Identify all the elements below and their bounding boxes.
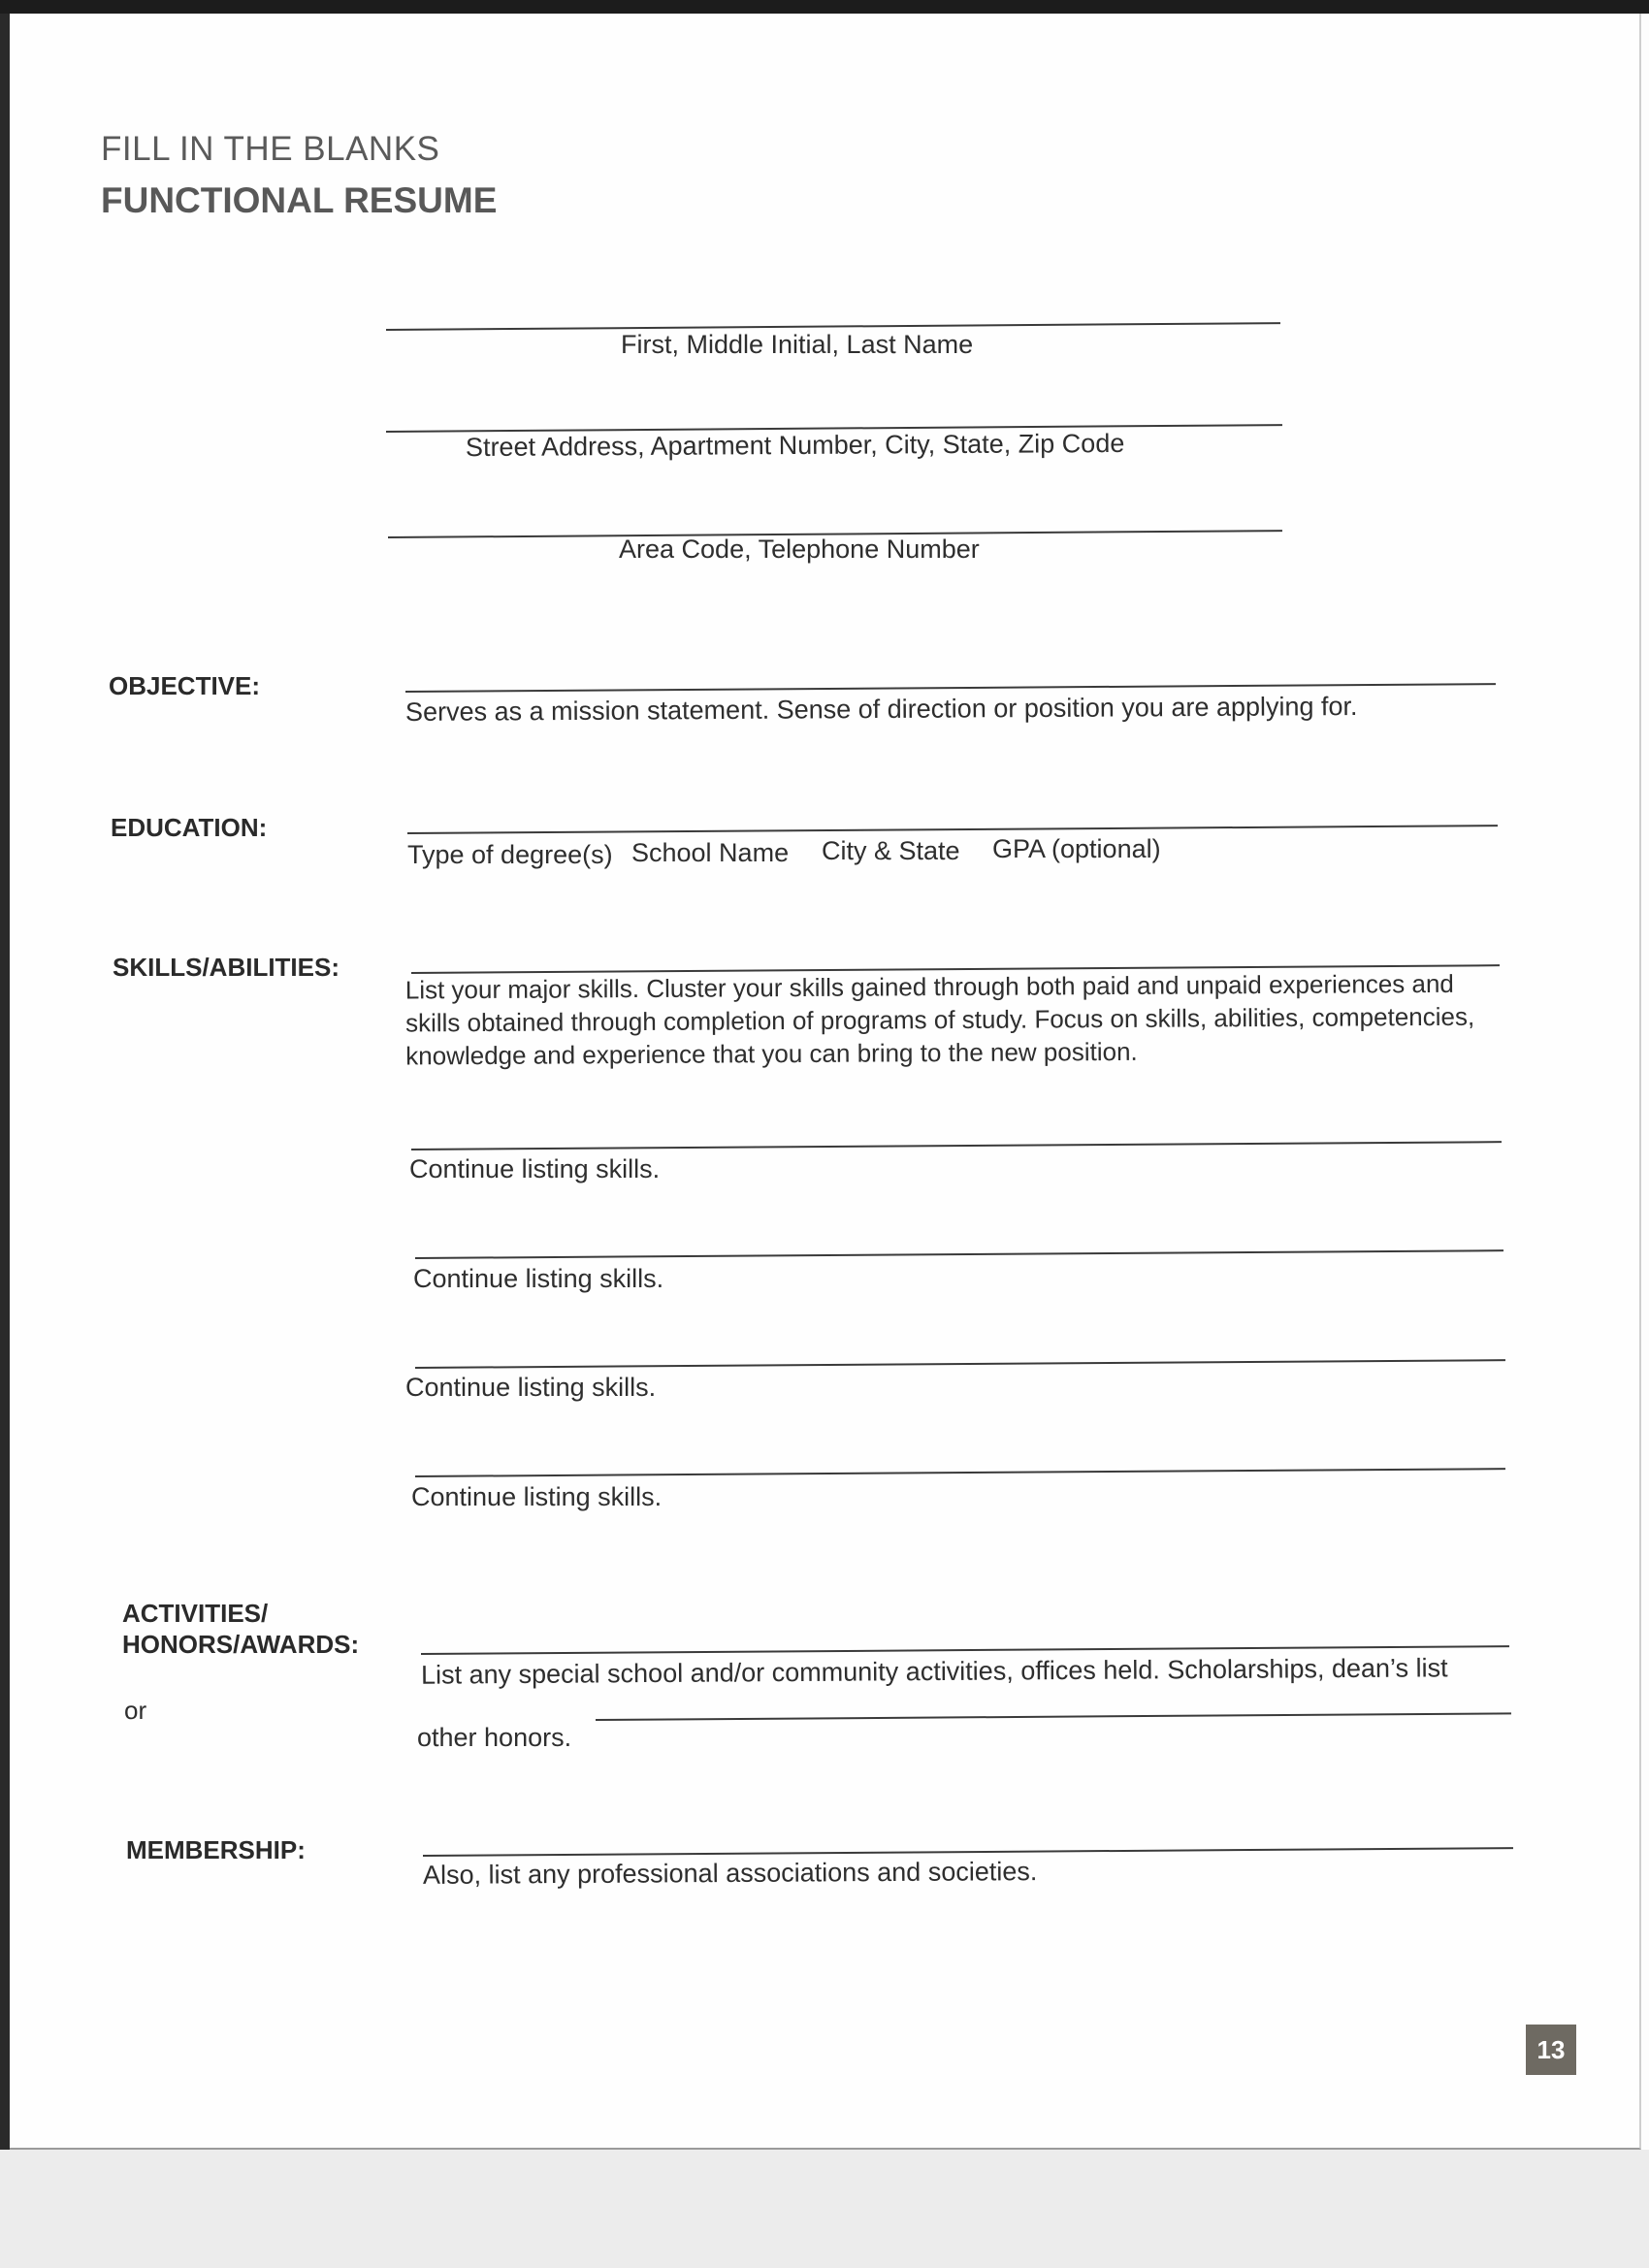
- objective-label: OBJECTIVE:: [109, 671, 261, 700]
- education-hint-school: School Name: [631, 838, 790, 867]
- education-hint-gpa: GPA (optional): [992, 834, 1161, 863]
- skills-label: SKILLS/ABILITIES:: [113, 953, 340, 982]
- membership-label: MEMBERSHIP:: [126, 1835, 306, 1864]
- address-caption: Street Address, Apartment Number, City, State, Zip Code: [465, 428, 1125, 463]
- phone-caption: Area Code, Telephone Number: [619, 535, 980, 564]
- skills-continue-hint-3: Continue listing skills.: [405, 1373, 657, 1402]
- education-hint-city: City & State: [822, 836, 960, 865]
- skills-continue-hint-2: Continue listing skills.: [413, 1264, 664, 1293]
- activities-label-line2: HONORS/AWARDS:: [122, 1630, 360, 1659]
- education-label: EDUCATION:: [111, 813, 268, 842]
- page-subtitle: FILL IN THE BLANKS: [101, 130, 440, 168]
- skills-continue-hint-1: Continue listing skills.: [409, 1154, 661, 1183]
- scan-edge-left: [0, 0, 10, 2268]
- membership-hint: Also, list any professional associations and societies.: [422, 1857, 1038, 1890]
- skills-continue-hint-4: Continue listing skills.: [411, 1482, 663, 1511]
- or-label: or: [124, 1696, 147, 1725]
- activities-hint-2: other honors.: [417, 1723, 572, 1752]
- skills-hint: List your major skills. Cluster your skills gained through both paid and unpaid experiences and skills obtained through completion of programs of study. Focus on skills, abilities, competencies, knowledge and experience that you can bring to the new position.: [404, 968, 1475, 1071]
- scan-edge-top: [0, 0, 1649, 14]
- education-hint-degree: Type of degree(s): [407, 840, 613, 869]
- page-number-badge: 13: [1526, 2025, 1576, 2075]
- name-caption: First, Middle Initial, Last Name: [621, 330, 974, 359]
- activities-hint-1: List any special school and/or community activities, offices held. Scholarships, dean’s list: [420, 1653, 1448, 1690]
- scan-bottom-shade: [0, 2150, 1649, 2268]
- objective-hint: Serves as a mission statement. Sense of direction or position you are applying for.: [404, 692, 1358, 727]
- activities-label-line1: ACTIVITIES/: [122, 1599, 269, 1628]
- page-title: FUNCTIONAL RESUME: [101, 180, 498, 220]
